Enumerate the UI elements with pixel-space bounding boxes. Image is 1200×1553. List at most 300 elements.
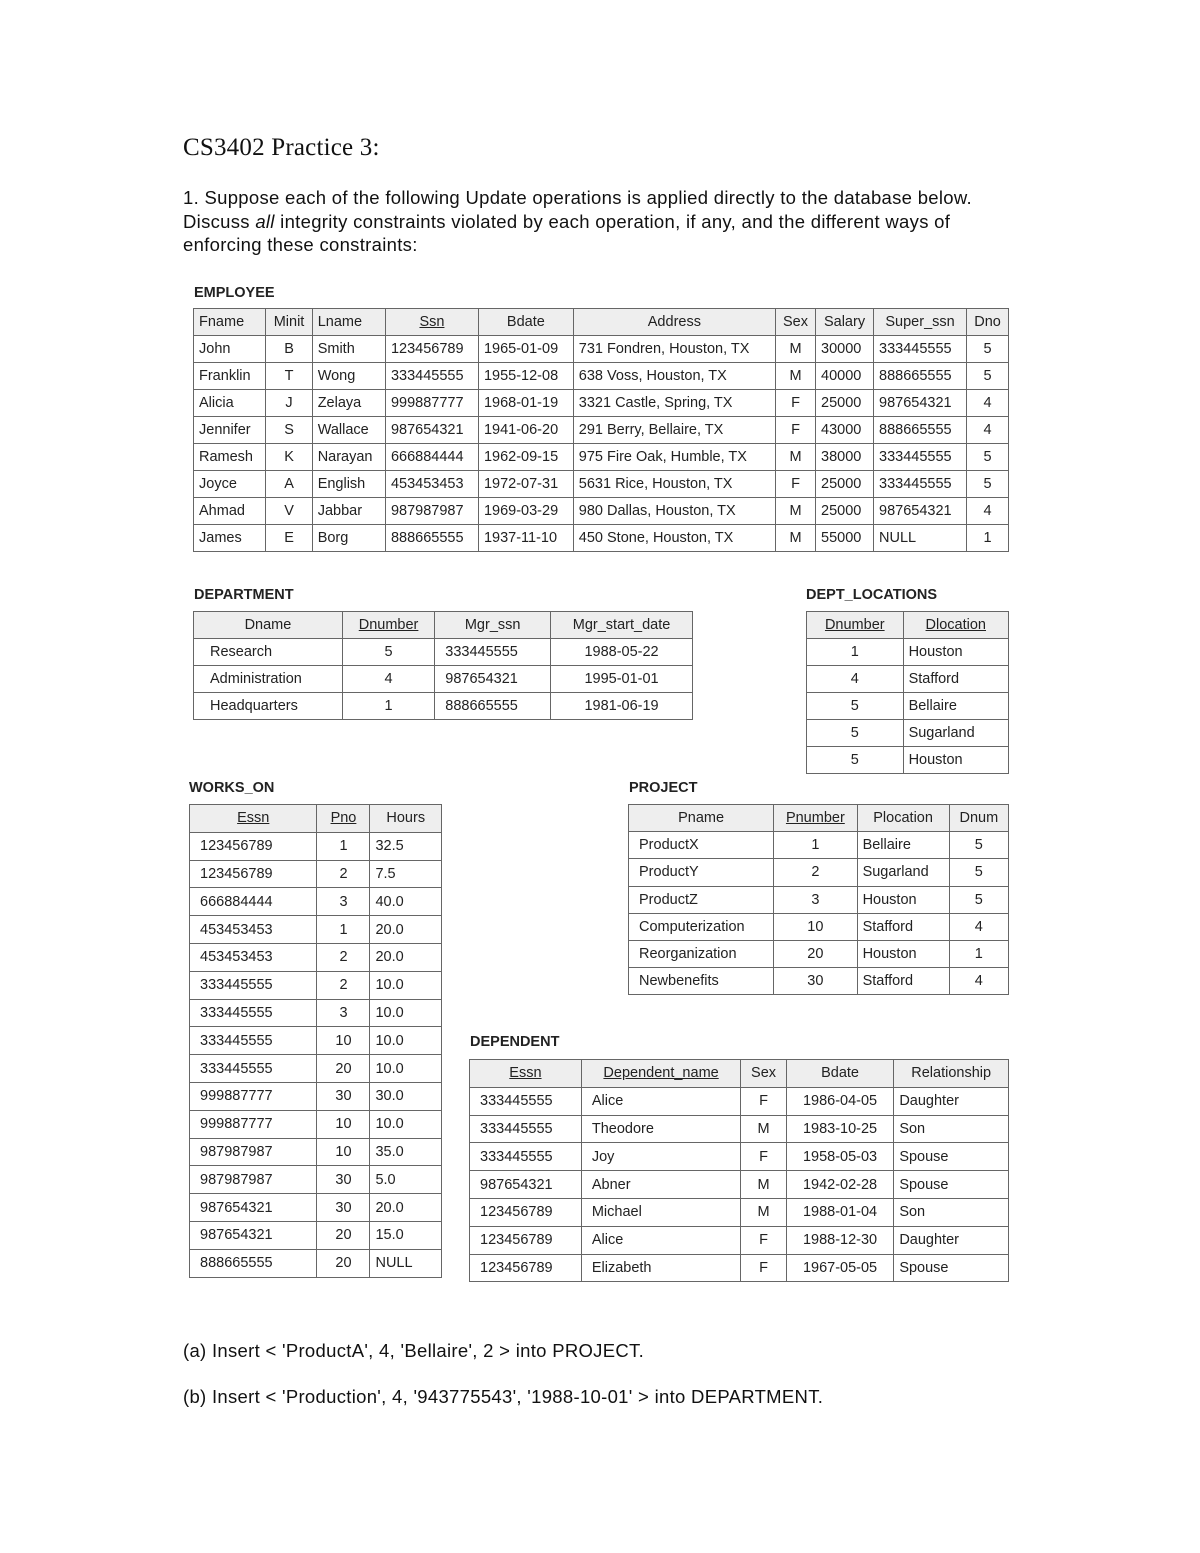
- table-cell: 1942-02-28: [786, 1171, 894, 1199]
- sub-question-b: (b) Insert < 'Production', 4, '943775543', '1988-10-01' > into DEPARTMENT.: [183, 1386, 824, 1407]
- table-cell: 987654321: [190, 1194, 317, 1222]
- table-cell: 333445555: [190, 1027, 317, 1055]
- table-cell: 4: [967, 390, 1009, 417]
- table-row: [194, 471, 1009, 498]
- table-cell: 888665555: [435, 693, 551, 720]
- table-cell: Wong: [312, 363, 385, 390]
- table-cell: Sugarland: [857, 859, 949, 886]
- table-cell: 5631 Rice, Houston, TX: [573, 471, 775, 498]
- table-cell: 7.5: [370, 860, 442, 888]
- table-cell: E: [266, 525, 312, 552]
- table-cell: 123456789: [190, 860, 317, 888]
- table-cell: 40000: [816, 363, 874, 390]
- table-cell: Daughter: [894, 1226, 1009, 1254]
- table-cell: NULL: [874, 525, 967, 552]
- table-row: [190, 916, 442, 944]
- col-header: Mgr_start_date: [551, 612, 693, 639]
- table-cell: 1: [967, 525, 1009, 552]
- department-header-row: [194, 612, 693, 639]
- table-cell: Alice: [581, 1087, 740, 1115]
- table-cell: Elizabeth: [581, 1254, 740, 1282]
- question-text-emphasis: all: [255, 210, 275, 232]
- col-header: Bdate: [478, 309, 573, 336]
- col-header: Lname: [312, 309, 385, 336]
- table-cell: 4: [807, 666, 904, 693]
- table-row: [194, 390, 1009, 417]
- table-cell: 453453453: [385, 471, 478, 498]
- table-cell: 25000: [816, 498, 874, 525]
- table-cell: Stafford: [903, 666, 1008, 693]
- table-cell: F: [775, 417, 815, 444]
- table-cell: 888665555: [874, 363, 967, 390]
- table-cell: Houston: [857, 886, 949, 913]
- table-cell: 987654321: [874, 390, 967, 417]
- table-cell: 1967-05-05: [786, 1254, 894, 1282]
- table-cell: F: [741, 1143, 786, 1171]
- col-header: Dnumber: [807, 612, 904, 639]
- table-cell: ProductX: [629, 832, 774, 859]
- project-label: PROJECT: [629, 780, 698, 796]
- table-cell: F: [775, 471, 815, 498]
- table-cell: Bellaire: [903, 693, 1008, 720]
- table-cell: 980 Dallas, Houston, TX: [573, 498, 775, 525]
- table-row: [629, 886, 1009, 913]
- table-cell: 123456789: [470, 1198, 582, 1226]
- table-cell: 10.0: [370, 999, 442, 1027]
- table-cell: 1988-01-04: [786, 1198, 894, 1226]
- table-cell: 333445555: [190, 971, 317, 999]
- table-cell: 5: [949, 832, 1008, 859]
- table-cell: 888665555: [385, 525, 478, 552]
- table-cell: 2: [317, 971, 370, 999]
- table-cell: 25000: [816, 471, 874, 498]
- table-row: [190, 1166, 442, 1194]
- table-cell: Administration: [194, 666, 343, 693]
- table-cell: 987654321: [435, 666, 551, 693]
- table-row: [470, 1254, 1009, 1282]
- col-header: Pno: [317, 805, 370, 833]
- table-cell: 333445555: [874, 336, 967, 363]
- table-cell: Abner: [581, 1171, 740, 1199]
- col-header: Address: [573, 309, 775, 336]
- table-row: [194, 336, 1009, 363]
- employee-body: [194, 336, 1009, 552]
- table-cell: 333445555: [470, 1143, 582, 1171]
- table-cell: 30.0: [370, 1082, 442, 1110]
- table-cell: Smith: [312, 336, 385, 363]
- dept-locations-label: DEPT_LOCATIONS: [806, 587, 938, 603]
- table-cell: 987987987: [190, 1166, 317, 1194]
- table-row: [190, 1249, 442, 1277]
- table-cell: Ahmad: [194, 498, 266, 525]
- table-cell: Sugarland: [903, 720, 1008, 747]
- col-header: Dnumber: [342, 612, 434, 639]
- table-cell: 2: [317, 860, 370, 888]
- table-cell: Computerization: [629, 913, 774, 940]
- table-cell: 1988-12-30: [786, 1226, 894, 1254]
- table-cell: 1955-12-08: [478, 363, 573, 390]
- table-cell: V: [266, 498, 312, 525]
- table-row: [194, 444, 1009, 471]
- table-cell: ProductZ: [629, 886, 774, 913]
- employee-label: EMPLOYEE: [194, 285, 275, 301]
- table-cell: 888665555: [190, 1249, 317, 1277]
- table-cell: 10: [317, 1138, 370, 1166]
- works-on-table: [189, 804, 442, 1278]
- table-cell: 987654321: [470, 1171, 582, 1199]
- table-cell: 20: [317, 1249, 370, 1277]
- table-cell: Reorganization: [629, 940, 774, 967]
- table-cell: 30: [317, 1166, 370, 1194]
- col-header: Relationship: [894, 1060, 1009, 1088]
- table-row: [190, 888, 442, 916]
- table-cell: 10: [774, 913, 857, 940]
- table-cell: 35.0: [370, 1138, 442, 1166]
- table-cell: 5: [967, 471, 1009, 498]
- table-cell: 987654321: [385, 417, 478, 444]
- table-cell: Jennifer: [194, 417, 266, 444]
- table-row: [194, 525, 1009, 552]
- table-cell: 453453453: [190, 916, 317, 944]
- col-header: Bdate: [786, 1060, 894, 1088]
- table-row: [629, 913, 1009, 940]
- table-cell: 4: [967, 498, 1009, 525]
- table-cell: 5: [949, 859, 1008, 886]
- dept-locations-body: [807, 639, 1009, 774]
- table-cell: F: [775, 390, 815, 417]
- page-title: CS3402 Practice 3:: [183, 134, 380, 161]
- table-cell: 999887777: [385, 390, 478, 417]
- table-cell: M: [775, 525, 815, 552]
- question-text-part2: integrity constraints violated by each operation, if any, and the different ways of enforcing these constraints:: [183, 210, 951, 255]
- col-header: Ssn: [385, 309, 478, 336]
- table-cell: John: [194, 336, 266, 363]
- table-cell: 333445555: [874, 471, 967, 498]
- table-cell: 1: [342, 693, 434, 720]
- table-cell: M: [775, 444, 815, 471]
- table-cell: Daughter: [894, 1087, 1009, 1115]
- table-cell: 3: [774, 886, 857, 913]
- table-cell: Research: [194, 639, 343, 666]
- table-cell: 333445555: [190, 1055, 317, 1083]
- dept-locations-table: [806, 611, 1009, 774]
- table-row: [190, 1110, 442, 1138]
- table-cell: 55000: [816, 525, 874, 552]
- table-cell: 333445555: [470, 1115, 582, 1143]
- table-cell: 10.0: [370, 1055, 442, 1083]
- table-cell: Headquarters: [194, 693, 343, 720]
- table-row: [194, 417, 1009, 444]
- dependent-body: [470, 1087, 1009, 1282]
- table-cell: 333445555: [874, 444, 967, 471]
- table-cell: 2: [317, 943, 370, 971]
- table-cell: 1965-01-09: [478, 336, 573, 363]
- table-row: [194, 363, 1009, 390]
- table-cell: 1937-11-10: [478, 525, 573, 552]
- table-cell: M: [775, 336, 815, 363]
- table-row: [807, 693, 1009, 720]
- table-cell: 10.0: [370, 1027, 442, 1055]
- table-cell: 30: [774, 968, 857, 995]
- table-cell: 20.0: [370, 943, 442, 971]
- table-cell: M: [741, 1171, 786, 1199]
- col-header: Dnum: [949, 805, 1008, 832]
- table-cell: F: [741, 1087, 786, 1115]
- table-cell: Joyce: [194, 471, 266, 498]
- col-header: Dno: [967, 309, 1009, 336]
- table-cell: 638 Voss, Houston, TX: [573, 363, 775, 390]
- table-cell: Joy: [581, 1143, 740, 1171]
- department-table: [193, 611, 693, 720]
- table-cell: 666884444: [385, 444, 478, 471]
- table-cell: Bellaire: [857, 832, 949, 859]
- dependent-label: DEPENDENT: [470, 1034, 560, 1050]
- question-text-part1: 1. Suppose each of the following Update operations is applied directly to the database below. Discuss: [183, 187, 972, 232]
- table-cell: 123456789: [190, 832, 317, 860]
- table-cell: 10: [317, 1110, 370, 1138]
- table-row: [807, 666, 1009, 693]
- sub-question-a: (a) Insert < 'ProductA', 4, 'Bellaire', 2 > into PROJECT.: [183, 1340, 645, 1361]
- table-row: [807, 639, 1009, 666]
- table-cell: Newbenefits: [629, 968, 774, 995]
- table-cell: Stafford: [857, 968, 949, 995]
- table-row: [629, 832, 1009, 859]
- table-cell: ProductY: [629, 859, 774, 886]
- dependent-table: [469, 1059, 1009, 1282]
- table-cell: F: [741, 1226, 786, 1254]
- table-row: [190, 1027, 442, 1055]
- col-header: Essn: [190, 805, 317, 833]
- col-header: Dependent_name: [581, 1060, 740, 1088]
- table-cell: 975 Fire Oak, Humble, TX: [573, 444, 775, 471]
- col-header: Sex: [741, 1060, 786, 1088]
- table-cell: 1983-10-25: [786, 1115, 894, 1143]
- table-cell: 5: [967, 363, 1009, 390]
- table-cell: 1972-07-31: [478, 471, 573, 498]
- table-cell: 40.0: [370, 888, 442, 916]
- col-header: Hours: [370, 805, 442, 833]
- table-row: [629, 859, 1009, 886]
- col-header: Dname: [194, 612, 343, 639]
- table-cell: M: [741, 1115, 786, 1143]
- table-cell: B: [266, 336, 312, 363]
- col-header: Dlocation: [903, 612, 1008, 639]
- table-cell: 5: [967, 336, 1009, 363]
- table-cell: Houston: [857, 940, 949, 967]
- table-cell: M: [775, 498, 815, 525]
- table-cell: 15.0: [370, 1221, 442, 1249]
- table-cell: Stafford: [857, 913, 949, 940]
- table-cell: Houston: [903, 747, 1008, 774]
- table-cell: M: [741, 1198, 786, 1226]
- table-cell: A: [266, 471, 312, 498]
- table-row: [190, 999, 442, 1027]
- table-cell: 1995-01-01: [551, 666, 693, 693]
- table-cell: 888665555: [874, 417, 967, 444]
- table-cell: 333445555: [470, 1087, 582, 1115]
- col-header: Super_ssn: [874, 309, 967, 336]
- col-header: Essn: [470, 1060, 582, 1088]
- table-cell: Spouse: [894, 1254, 1009, 1282]
- table-row: [470, 1143, 1009, 1171]
- table-row: [190, 1082, 442, 1110]
- table-cell: J: [266, 390, 312, 417]
- table-row: [190, 943, 442, 971]
- table-cell: Jabbar: [312, 498, 385, 525]
- table-cell: 1962-09-15: [478, 444, 573, 471]
- works-on-body: [190, 832, 442, 1277]
- employee-header-row: [194, 309, 1009, 336]
- table-cell: 999887777: [190, 1110, 317, 1138]
- table-cell: 30: [317, 1194, 370, 1222]
- table-cell: 1: [317, 916, 370, 944]
- table-cell: 1: [949, 940, 1008, 967]
- table-cell: Spouse: [894, 1171, 1009, 1199]
- table-cell: 5: [807, 693, 904, 720]
- dept-locations-header-row: [807, 612, 1009, 639]
- table-row: [807, 720, 1009, 747]
- table-cell: 987987987: [190, 1138, 317, 1166]
- table-cell: 1968-01-19: [478, 390, 573, 417]
- table-cell: 5: [807, 720, 904, 747]
- col-header: Salary: [816, 309, 874, 336]
- table-cell: 30: [317, 1082, 370, 1110]
- table-row: [194, 498, 1009, 525]
- table-cell: F: [741, 1254, 786, 1282]
- col-header: Pnumber: [774, 805, 857, 832]
- table-row: [194, 693, 693, 720]
- table-row: [190, 860, 442, 888]
- table-cell: 123456789: [385, 336, 478, 363]
- table-cell: 1: [317, 832, 370, 860]
- table-cell: Alice: [581, 1226, 740, 1254]
- table-cell: 20: [317, 1221, 370, 1249]
- table-cell: 1969-03-29: [478, 498, 573, 525]
- table-cell: 123456789: [470, 1254, 582, 1282]
- table-row: [194, 639, 693, 666]
- table-row: [470, 1171, 1009, 1199]
- table-cell: 30000: [816, 336, 874, 363]
- table-cell: 999887777: [190, 1082, 317, 1110]
- table-cell: Narayan: [312, 444, 385, 471]
- table-row: [470, 1087, 1009, 1115]
- table-cell: 43000: [816, 417, 874, 444]
- table-cell: 10: [317, 1027, 370, 1055]
- project-table: [628, 804, 1009, 995]
- table-cell: 32.5: [370, 832, 442, 860]
- col-header: Minit: [266, 309, 312, 336]
- table-cell: M: [775, 363, 815, 390]
- col-header: Mgr_ssn: [435, 612, 551, 639]
- table-row: [470, 1226, 1009, 1254]
- table-cell: 4: [342, 666, 434, 693]
- table-cell: Theodore: [581, 1115, 740, 1143]
- table-cell: 731 Fondren, Houston, TX: [573, 336, 775, 363]
- table-cell: 4: [949, 968, 1008, 995]
- question-text: [183, 186, 1013, 257]
- department-body: [194, 639, 693, 720]
- table-cell: 5.0: [370, 1166, 442, 1194]
- table-cell: 3321 Castle, Spring, TX: [573, 390, 775, 417]
- table-cell: 666884444: [190, 888, 317, 916]
- table-cell: Wallace: [312, 417, 385, 444]
- table-row: [470, 1198, 1009, 1226]
- table-cell: 1988-05-22: [551, 639, 693, 666]
- table-row: [807, 747, 1009, 774]
- table-cell: 5: [807, 747, 904, 774]
- table-cell: 333445555: [435, 639, 551, 666]
- table-cell: 5: [949, 886, 1008, 913]
- table-cell: Michael: [581, 1198, 740, 1226]
- table-cell: 333445555: [385, 363, 478, 390]
- table-cell: Ramesh: [194, 444, 266, 471]
- table-cell: K: [266, 444, 312, 471]
- table-row: [190, 1138, 442, 1166]
- table-cell: 1958-05-03: [786, 1143, 894, 1171]
- table-cell: 1986-04-05: [786, 1087, 894, 1115]
- table-cell: 333445555: [190, 999, 317, 1027]
- table-cell: Zelaya: [312, 390, 385, 417]
- table-cell: 10.0: [370, 971, 442, 999]
- table-cell: 987987987: [385, 498, 478, 525]
- table-cell: 987654321: [874, 498, 967, 525]
- table-row: [190, 1055, 442, 1083]
- table-cell: Houston: [903, 639, 1008, 666]
- table-cell: 5: [342, 639, 434, 666]
- table-cell: 1941-06-20: [478, 417, 573, 444]
- project-body: [629, 832, 1009, 995]
- table-cell: 1: [807, 639, 904, 666]
- table-row: [194, 666, 693, 693]
- table-cell: 1981-06-19: [551, 693, 693, 720]
- department-label: DEPARTMENT: [194, 587, 294, 603]
- table-cell: Spouse: [894, 1143, 1009, 1171]
- table-cell: Son: [894, 1115, 1009, 1143]
- table-row: [190, 971, 442, 999]
- table-cell: 5: [967, 444, 1009, 471]
- project-header-row: [629, 805, 1009, 832]
- table-cell: 3: [317, 999, 370, 1027]
- table-cell: 123456789: [470, 1226, 582, 1254]
- table-cell: 20: [317, 1055, 370, 1083]
- table-cell: 4: [967, 417, 1009, 444]
- table-cell: 450 Stone, Houston, TX: [573, 525, 775, 552]
- table-cell: 2: [774, 859, 857, 886]
- table-row: [190, 832, 442, 860]
- works-on-label: WORKS_ON: [189, 780, 275, 796]
- employee-table: [193, 308, 1009, 552]
- table-cell: English: [312, 471, 385, 498]
- table-cell: James: [194, 525, 266, 552]
- table-cell: 20.0: [370, 916, 442, 944]
- table-cell: NULL: [370, 1249, 442, 1277]
- table-cell: 1: [774, 832, 857, 859]
- table-cell: 20.0: [370, 1194, 442, 1222]
- table-cell: Borg: [312, 525, 385, 552]
- table-cell: 10.0: [370, 1110, 442, 1138]
- table-cell: Alicia: [194, 390, 266, 417]
- table-cell: 20: [774, 940, 857, 967]
- table-cell: Franklin: [194, 363, 266, 390]
- table-cell: T: [266, 363, 312, 390]
- table-row: [629, 968, 1009, 995]
- table-row: [470, 1115, 1009, 1143]
- col-header: Pname: [629, 805, 774, 832]
- table-cell: 291 Berry, Bellaire, TX: [573, 417, 775, 444]
- table-row: [629, 940, 1009, 967]
- table-cell: 4: [949, 913, 1008, 940]
- table-cell: S: [266, 417, 312, 444]
